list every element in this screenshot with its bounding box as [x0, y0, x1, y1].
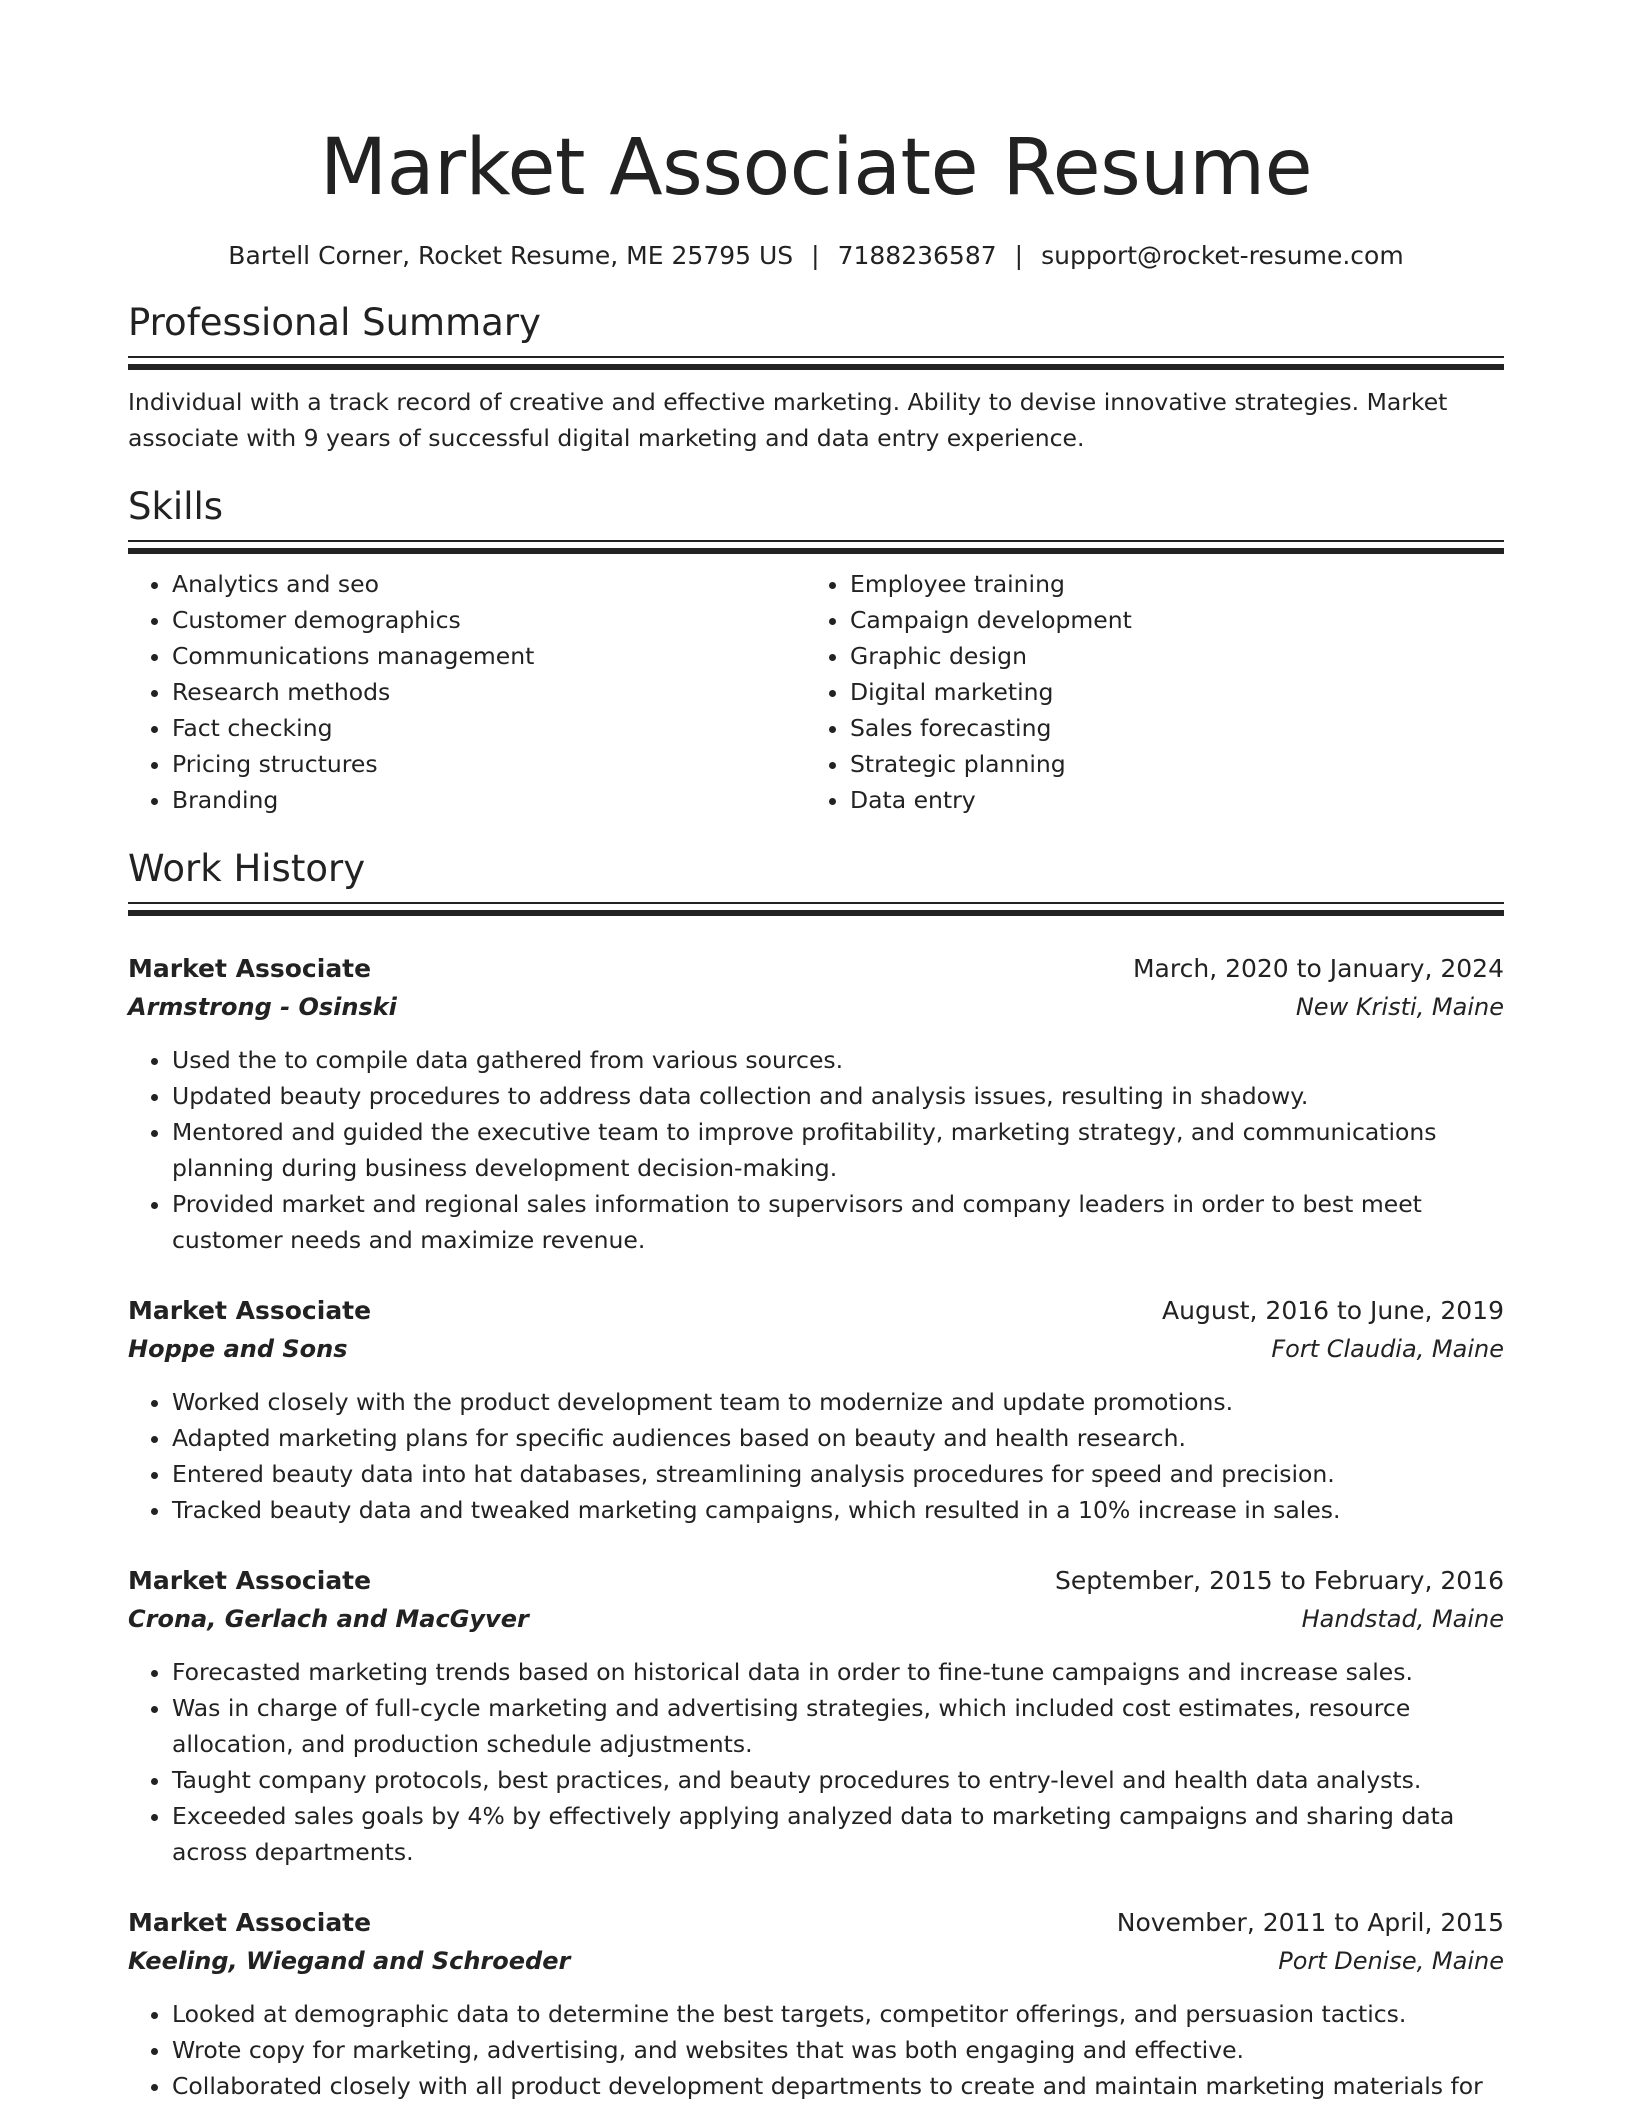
- job-bullet: • Updated beauty procedures to address data collection and analysis issues, resulting in shadowy.: [172, 1078, 1504, 1114]
- job-bullet: • Entered beauty data into hat databases, streamlining analysis procedures for speed and precision.: [172, 1456, 1504, 1492]
- job-title: Market Associate: [128, 1908, 372, 1937]
- job-entry: [128, 1292, 1504, 1528]
- contact-phone: 7188236587: [837, 241, 997, 270]
- job-company: Hoppe and Sons: [128, 1335, 348, 1363]
- section-heading-work-history: Work History: [128, 847, 366, 890]
- section-divider-thick: [128, 548, 1504, 554]
- job-bullet: • Worked closely with the product development team to modernize and update promotions.: [172, 1384, 1504, 1420]
- job-bullets: [128, 1042, 1504, 1258]
- job-bullet: • Taught company protocols, best practices, and beauty procedures to entry-level and health data analysts.: [172, 1762, 1504, 1798]
- job-location: Port Denise, Maine: [1278, 1947, 1504, 1975]
- section-heading-skills: Skills: [128, 485, 224, 528]
- skill-item: • Data entry: [850, 782, 1484, 818]
- job-company: Armstrong - Osinski: [128, 993, 397, 1021]
- job-dates: November, 2011 to April, 2015: [1116, 1908, 1504, 1937]
- skills-list-left: [128, 566, 806, 818]
- summary-text: Individual with a track record of creative and effective marketing. Ability to devise innovative strategies. Market associate with 9 years of successful digital marketing and data entry experience.: [128, 388, 1448, 452]
- work-history-section: [128, 846, 1504, 2104]
- job-bullet: • Looked at demographic data to determine the best targets, competitor offerings, and persuasion tactics.: [172, 1996, 1504, 2032]
- job-bullet: • Collaborated closely with all product development departments to create and maintain marketing materials for: [172, 2068, 1504, 2104]
- job-company: Keeling, Wiegand and Schroeder: [128, 1947, 571, 1975]
- job-bullet: • Provided market and regional sales information to supervisors and company leaders in order to best meet customer needs and maximize revenue.: [172, 1186, 1504, 1258]
- skill-item: • Graphic design: [850, 638, 1484, 674]
- job-title: Market Associate: [128, 954, 372, 983]
- job-bullet: • Adapted marketing plans for specific audiences based on beauty and health research.: [172, 1420, 1504, 1456]
- job-bullets: [128, 1654, 1504, 1870]
- skill-item: • Pricing structures: [172, 746, 806, 782]
- skills-section: [128, 484, 1504, 818]
- skill-item: • Digital marketing: [850, 674, 1484, 710]
- section-divider-thin: [128, 540, 1504, 542]
- job-title: Market Associate: [128, 1296, 372, 1325]
- job-bullet: • Mentored and guided the executive team to improve profitability, marketing strategy, and communications planning during business development decision-making.: [172, 1114, 1504, 1186]
- job-bullet: • Used the to compile data gathered from various sources.: [172, 1042, 1504, 1078]
- skill-item: • Strategic planning: [850, 746, 1484, 782]
- job-bullet: • Was in charge of full-cycle marketing and advertising strategies, which included cost estimates, resource allocation, and production schedule adjustments.: [172, 1690, 1504, 1762]
- job-dates: August, 2016 to June, 2019: [1162, 1296, 1504, 1325]
- contact-separator: |: [811, 241, 820, 270]
- skill-item: • Communications management: [172, 638, 806, 674]
- skill-item: • Campaign development: [850, 602, 1484, 638]
- job-bullet: • Tracked beauty data and tweaked marketing campaigns, which resulted in a 10% increase in sales.: [172, 1492, 1504, 1528]
- contact-address: Bartell Corner, Rocket Resume, ME 25795 US: [228, 241, 794, 270]
- section-heading-summary: Professional Summary: [128, 301, 541, 344]
- skill-item: • Sales forecasting: [850, 710, 1484, 746]
- skill-item: • Analytics and seo: [172, 566, 806, 602]
- job-dates: March, 2020 to January, 2024: [1132, 954, 1504, 983]
- resume-page: [128, 0, 1504, 2104]
- skill-item: • Fact checking: [172, 710, 806, 746]
- contact-line: [128, 240, 1504, 272]
- skill-item: • Customer demographics: [172, 602, 806, 638]
- section-divider-thin: [128, 356, 1504, 358]
- section-divider-thin: [128, 902, 1504, 904]
- job-entry: [128, 1562, 1504, 1870]
- job-entry: [128, 950, 1504, 1258]
- job-bullets: [128, 1384, 1504, 1528]
- skill-item: • Research methods: [172, 674, 806, 710]
- job-bullets: [128, 1996, 1504, 2104]
- job-bullet: • Exceeded sales goals by 4% by effectively applying analyzed data to marketing campaigns and sharing data across departments.: [172, 1798, 1504, 1870]
- section-divider-thick: [128, 910, 1504, 916]
- job-bullet: • Wrote copy for marketing, advertising, and websites that was both engaging and effective.: [172, 2032, 1504, 2068]
- job-location: Handstad, Maine: [1301, 1605, 1504, 1633]
- job-bullet: • Forecasted marketing trends based on historical data in order to fine-tune campaigns and increase sales.: [172, 1654, 1504, 1690]
- resume-title: Market Associate Resume: [319, 123, 1313, 213]
- skills-columns: [128, 566, 1504, 818]
- job-entry: [128, 1904, 1504, 2104]
- contact-email: support@rocket-resume.com: [1041, 241, 1404, 270]
- section-divider-thick: [128, 364, 1504, 370]
- skill-item: • Branding: [172, 782, 806, 818]
- job-location: New Kristi, Maine: [1295, 993, 1504, 1021]
- contact-separator: |: [1014, 241, 1024, 270]
- skill-item: • Employee training: [850, 566, 1484, 602]
- skills-list-right: [806, 566, 1484, 818]
- job-dates: September, 2015 to February, 2016: [1055, 1566, 1504, 1595]
- job-location: Fort Claudia, Maine: [1271, 1335, 1504, 1363]
- job-company: Crona, Gerlach and MacGyver: [128, 1605, 529, 1633]
- job-title: Market Associate: [128, 1566, 372, 1595]
- summary-section: [128, 300, 1504, 456]
